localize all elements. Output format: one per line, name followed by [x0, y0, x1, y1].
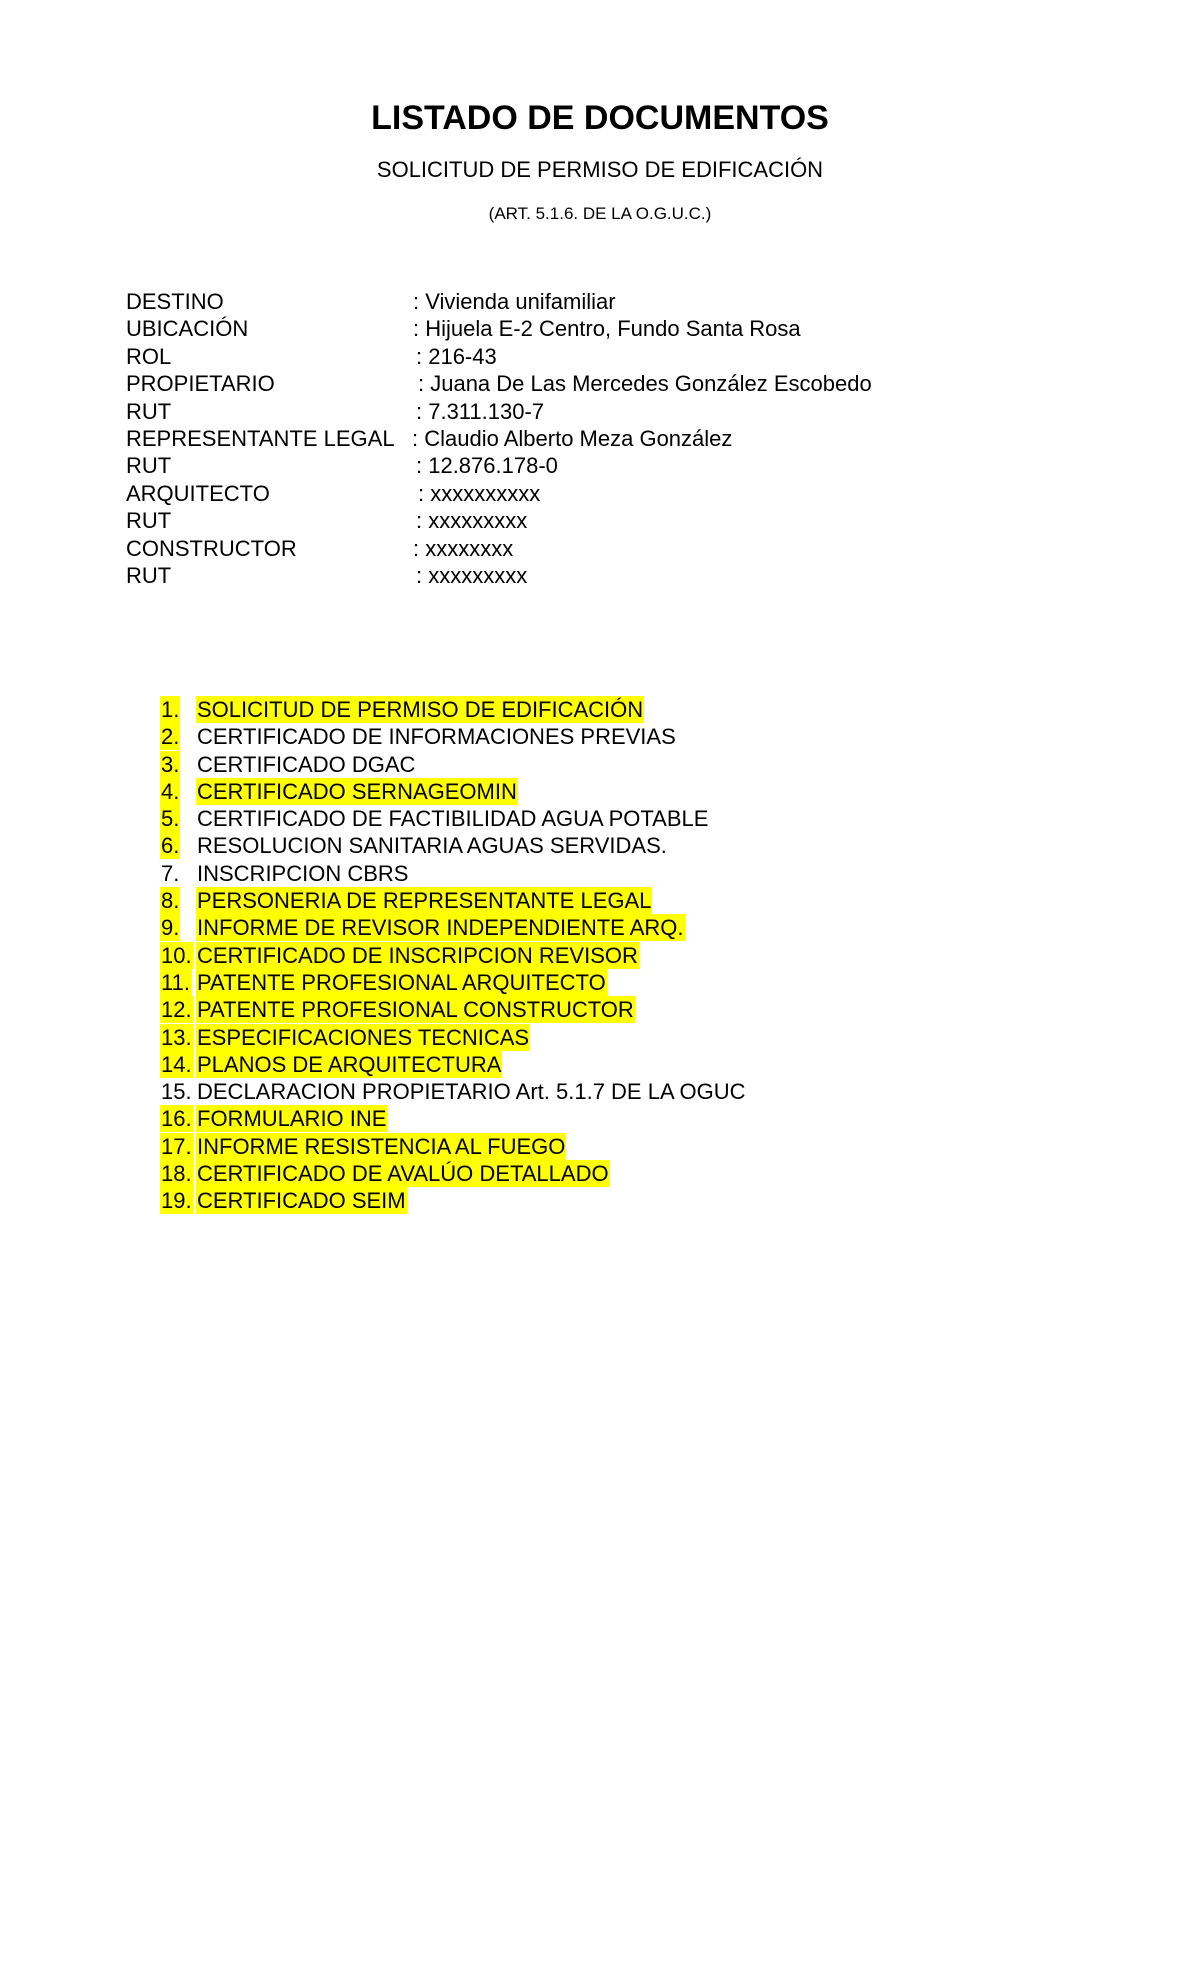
field-value: : xxxxxxxxx: [416, 508, 528, 534]
field-value: : xxxxxxxxx: [416, 562, 528, 588]
document-title: CERTIFICADO DGAC: [197, 751, 416, 777]
document-number: 12.: [161, 997, 192, 1023]
document-title: INSCRIPCION CBRS: [197, 860, 409, 886]
article-reference: (ART. 5.1.6. DE LA O.G.U.C.): [488, 204, 712, 223]
document-list-item: [160, 778, 1060, 805]
document-list-item: [160, 832, 1060, 859]
page-title: LISTADO DE DOCUMENTOS: [371, 99, 829, 137]
field-label: REPRESENTANTE LEGAL: [126, 425, 395, 451]
document-list-item: [160, 1105, 1060, 1132]
page-subtitle: SOLICITUD DE PERMISO DE EDIFICACIÓN: [376, 157, 824, 182]
document-list-item: [160, 1051, 1060, 1078]
document-title: CERTIFICADO SERNAGEOMIN: [197, 778, 517, 804]
document-list-item: [160, 1187, 1060, 1214]
document-number: 14.: [161, 1051, 192, 1077]
field-value: : xxxxxxxx: [413, 535, 514, 561]
field-ubicacion: [126, 315, 1026, 342]
document-title: PLANOS DE ARQUITECTURA: [197, 1051, 502, 1077]
document-list-item: [160, 723, 1060, 750]
document-title: RESOLUCION SANITARIA AGUAS SERVIDAS.: [197, 833, 667, 859]
document-title: ESPECIFICACIONES TECNICAS: [197, 1024, 530, 1050]
document-number: 5.: [161, 806, 180, 832]
field-label: ROL: [126, 343, 172, 369]
document-list-item: [160, 860, 1060, 887]
document-number: 3.: [161, 751, 180, 777]
document-list-item: [160, 969, 1060, 996]
field-representante-legal: [126, 425, 1026, 452]
field-label: DESTINO: [126, 289, 224, 314]
document-list-item: [160, 914, 1060, 941]
field-value: : Hijuela E-2 Centro, Fundo Santa Rosa: [413, 316, 801, 342]
field-value: : Juana De Las Mercedes González Escobedo: [418, 371, 872, 397]
field-value: : 12.876.178-0: [416, 453, 558, 479]
document-title: INFORME RESISTENCIA AL FUEGO: [197, 1133, 566, 1159]
document-list-item: [160, 805, 1060, 832]
field-value: : 216-43: [416, 343, 497, 369]
document-number: 16.: [161, 1106, 192, 1132]
document-list-item: [160, 1024, 1060, 1051]
document-title: INFORME DE REVISOR INDEPENDIENTE ARQ.: [197, 915, 684, 941]
document-list-item: [160, 887, 1060, 914]
document-title: DECLARACION PROPIETARIO Art. 5.1.7 DE LA OGUC: [197, 1079, 746, 1105]
document-number: 17.: [161, 1133, 192, 1159]
document-title: CERTIFICADO SEIM: [197, 1188, 406, 1214]
field-propietario: [126, 370, 1026, 397]
document-number: 8.: [161, 888, 180, 914]
document-title: SOLICITUD DE PERMISO DE EDIFICACIÓN: [197, 697, 644, 722]
document-title: CERTIFICADO DE FACTIBILIDAD AGUA POTABLE: [197, 806, 709, 832]
document-title: PATENTE PROFESIONAL CONSTRUCTOR: [197, 997, 634, 1023]
field-value: : 7.311.130-7: [416, 398, 545, 424]
field-destino: [126, 288, 1026, 315]
document-number: 4.: [161, 778, 180, 804]
field-rut-representante: [126, 452, 1026, 479]
field-label: CONSTRUCTOR: [126, 535, 297, 561]
field-label: PROPIETARIO: [126, 371, 275, 397]
field-value: : xxxxxxxxxx: [418, 480, 541, 506]
document-number: 6.: [161, 833, 180, 859]
field-label: RUT: [126, 453, 172, 479]
field-rol: [126, 343, 1026, 370]
field-label: ARQUITECTO: [126, 480, 270, 506]
document-title: PERSONERIA DE REPRESENTANTE LEGAL: [197, 888, 652, 914]
field-rut-constructor: [126, 562, 1026, 589]
field-label: UBICACIÓN: [126, 316, 249, 342]
field-constructor: [126, 535, 1026, 562]
document-number: 11.: [161, 969, 190, 995]
document-number: 15.: [161, 1079, 192, 1105]
field-label: RUT: [126, 508, 172, 534]
project-fields: [126, 288, 1026, 589]
document-list-item: [160, 1133, 1060, 1160]
documents-list: [160, 696, 1060, 1215]
document-title: CERTIFICADO DE INFORMACIONES PREVIAS: [197, 724, 676, 750]
document-list-item: [160, 1160, 1060, 1187]
document-list-item: [160, 751, 1060, 778]
document-list-item: [160, 942, 1060, 969]
field-label: RUT: [126, 562, 172, 588]
document-number: 18.: [161, 1161, 192, 1187]
document-list-item: [160, 996, 1060, 1023]
document-number: 7.: [161, 860, 180, 886]
field-label: RUT: [126, 398, 172, 424]
document-list-item: [160, 696, 1060, 723]
field-value: : Vivienda unifamiliar: [413, 289, 616, 314]
document-title: CERTIFICADO DE INSCRIPCION REVISOR: [197, 942, 638, 968]
field-value: : Claudio Alberto Meza González: [412, 425, 733, 451]
document-number: 9.: [161, 915, 180, 941]
document-number: 10.: [161, 942, 192, 968]
document-list-item: [160, 1078, 1060, 1105]
field-arquitecto: [126, 480, 1026, 507]
document-title: PATENTE PROFESIONAL ARQUITECTO: [197, 969, 606, 995]
document-title: FORMULARIO INE: [197, 1106, 387, 1132]
document-number: 19.: [161, 1188, 192, 1214]
document-number: 1.: [161, 697, 180, 722]
document-title: CERTIFICADO DE AVALÚO DETALLADO: [197, 1161, 609, 1187]
field-rut-propietario: [126, 398, 1026, 425]
document-number: 2.: [161, 724, 180, 750]
field-rut-arquitecto: [126, 507, 1026, 534]
document-number: 13.: [161, 1024, 192, 1050]
